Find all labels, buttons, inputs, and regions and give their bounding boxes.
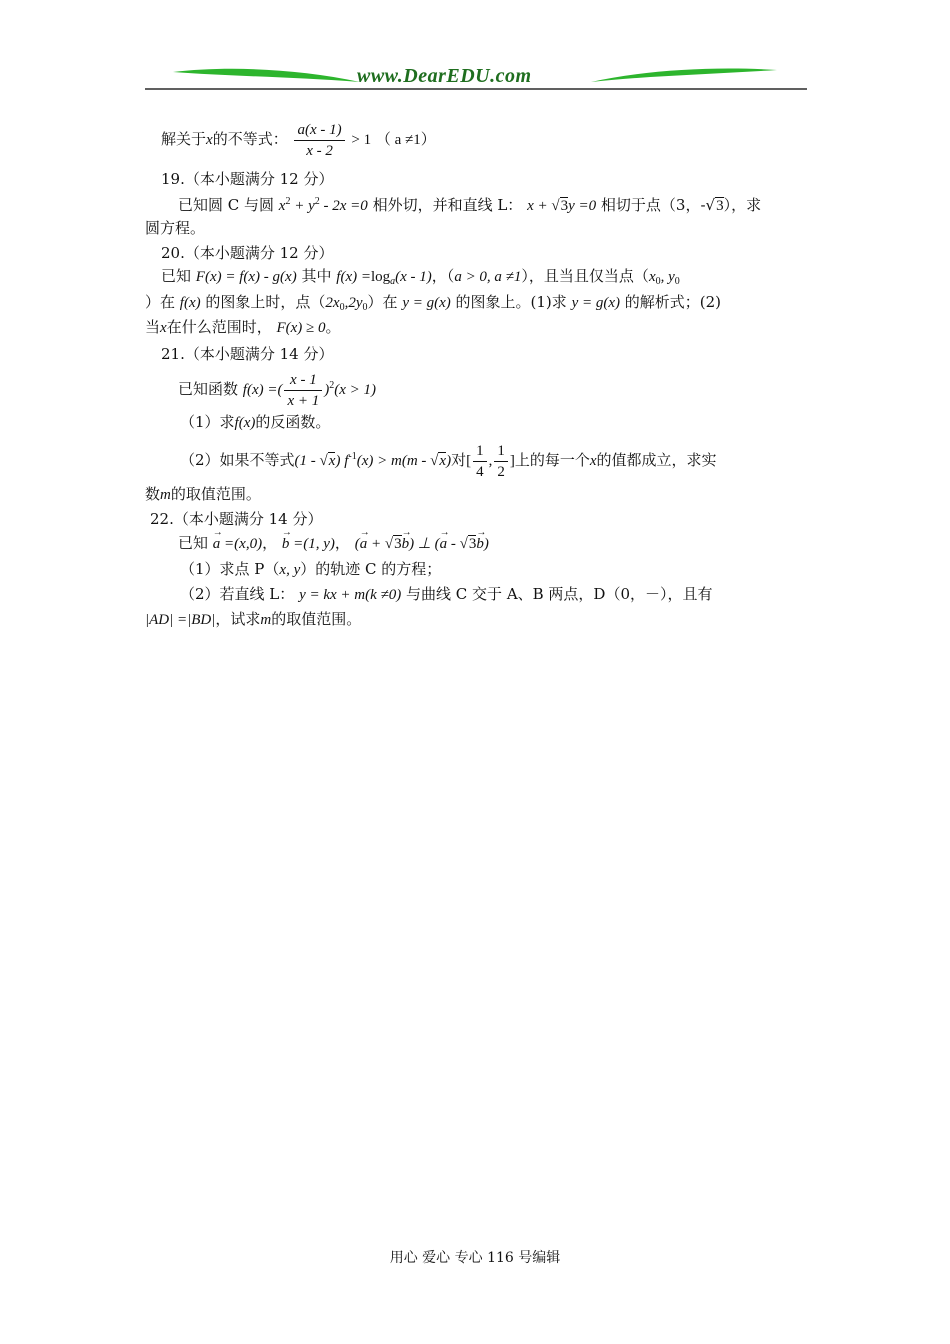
q21-heading: 21.（本小题满分 14 分） — [161, 345, 334, 363]
q19-line1: 已知圆 C 与圆 $x^2 + y^2 - 2x =0$ 相外切，并和直线 L： x + √3y =0 相切于点（3，-√3），求 — [178, 196, 762, 214]
q20-line1: 已知 F(x) = f(x) - g(x) 其中 $f(x) =\log_a(x - 1)$，（a > 0, a ≠1），且当且仅当点（$x_0$, $y_0$ — [161, 267, 680, 287]
q21-part2-cont: 数m的取值范围。 — [145, 485, 261, 503]
q22-heading: 22.（本小题满分 14 分） — [150, 510, 323, 528]
q22-part2-cont: |AD| =|BD|，试求m的取值范围。 — [145, 610, 362, 628]
q21-function: 已知函数 f(x) =( $\frac{x - 1}{x + 1}$ )$^2$(x > 1) — [178, 371, 377, 409]
q21-part2: （2）如果不等式(1 - √x) $f^{-1}(x) > m(m - √x)$对[ $\frac{1}{4}$ , $\frac{1}{2}$ ]上的每一个x的值都成立，求实 — [180, 442, 717, 480]
q22-part2: （2）若直线 L： y = kx + m(k ≠0) 与曲线 C 交于 A、B 两点，D（0，－），且有 — [180, 585, 713, 603]
q19-heading: 19.（本小题满分 12 分） — [161, 170, 334, 188]
q18-inequality-line: 解关于x的不等式： $\frac{a(x - 1)}{x - 2}$ > 1 （ a ≠1） — [161, 121, 436, 159]
q21-part1: （1）求f(x)的反函数。 — [180, 413, 331, 431]
q19-line2: 圆方程。 — [145, 219, 206, 237]
q18-fraction: $\frac{a(x - 1)}{x - 2}$ — [294, 120, 344, 161]
page-footer: 用心 爱心 专心 116 号编辑 — [389, 1250, 561, 1266]
q22-part1: （1）求点 P（x, y）的轨迹 C 的方程； — [180, 560, 442, 578]
q22-vectors: 已知 → a =(x,0)， → b =(1, y)， (→ a + √3→ b) ⊥ (→ a - √3→ b) — [178, 533, 489, 554]
q20-line3: 当x在什么范围时， F(x) ≥ 0。 — [145, 318, 341, 336]
q20-heading: 20.（本小题满分 12 分） — [161, 244, 334, 262]
q20-line2: ）在 f(x) 的图象上时，点$(2x_0,2y_0)$在 y = g(x) 的图象上。(1)求 y = g(x) 的解析式；(2) — [145, 293, 722, 313]
site-name: www.DearEDU.com — [357, 65, 532, 87]
header-banner — [145, 62, 807, 94]
